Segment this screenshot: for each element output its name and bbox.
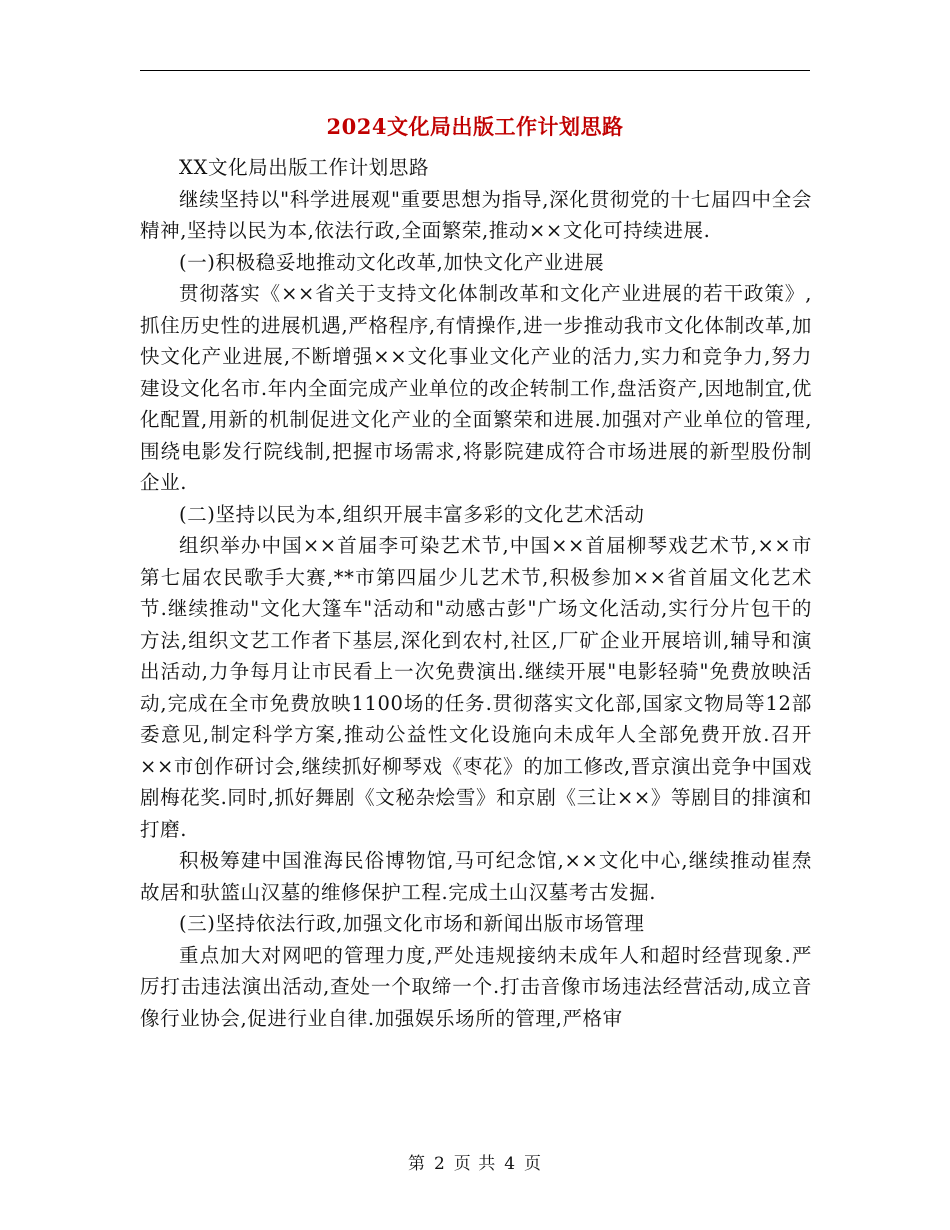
- paragraph-intro: 继续坚持以"科学进展观"重要思想为指导,深化贯彻党的十七届四中全会精神,坚持以民为本,依法行政,全面繁荣,推动××文化可持续进展.: [140, 187, 812, 242]
- page-footer: [0, 1152, 950, 1176]
- footer-suffix: 页: [524, 1154, 543, 1174]
- header-rule: [140, 70, 810, 71]
- paragraph-subtitle: XX文化局出版工作计划思路: [179, 156, 430, 179]
- paragraph-section-2-b: 积极筹建中国淮海民俗博物馆,马可纪念馆,××文化中心,继续推动崔焘故居和驮篮山汉墓的维修保护工程.完成土山汉墓考古发掘.: [140, 849, 812, 904]
- document-body: [140, 152, 812, 1034]
- section-heading-2: (二)坚持以民为本,组织开展丰富多彩的文化艺术活动: [179, 502, 645, 526]
- document-title: 2024文化局出版工作计划思路: [326, 114, 624, 139]
- footer-middle: 页 共: [453, 1154, 497, 1174]
- footer-total-pages: 4: [504, 1154, 517, 1174]
- footer-page-number: 2: [433, 1154, 446, 1174]
- paragraph-section-2: 组织举办中国××首届李可染艺术节,中国××首届柳琴戏艺术节,××市第七届农民歌手大赛,**市第四届少儿艺术节,积极参加××省首届文化艺术节.继续推动"文化大篷车"活动和"动感古彭"广场文化活动,实行分片包干的方法,组织文艺工作者下基层,深化到农村,社区,厂矿企业开展培训,辅导和演出活动,力争每月让市民看上一次免费演出.继续开展"电影轻骑"免费放映活动,完成在全市免费放映1100场的任务.贯彻落实文化部,国家文物局等12部委意见,制定科学方案,推动公益性文化设施向未成年人全部免费开放.召开××市创作研讨会,继续抓好柳琴戏《枣花》的加工修改,晋京演出竞争中国戏剧梅花奖.同时,抓好舞剧《文秘杂烩雪》和京剧《三让××》等剧目的排演和打磨.: [140, 534, 812, 841]
- section-heading-3: (三)坚持依法行政,加强文化市场和新闻出版市场管理: [179, 912, 645, 935]
- section-heading-1: (一)积极稳妥地推动文化改革,加快文化产业进展: [179, 250, 605, 274]
- footer-prefix: 第: [407, 1154, 426, 1174]
- paragraph-section-1: 贯彻落实《××省关于支持文化体制改革和文化产业进展的若干政策》,抓住历史性的进展机遇,严格程序,有情操作,进一步推动我市文化体制改革,加快文化产业进展,不断增强××文化事业文化产业的活力,实力和竞争力,努力建设文化名市.年内全面完成产业单位的改企转制工作,盘活资产,因地制宜,优化配置,用新的机制促进文化产业的全面繁荣和进展.加强对产业单位的管理,围绕电影发行院线制,把握市场需求,将影院建成符合市场进展的新型股份制企业.: [140, 282, 812, 494]
- paragraph-section-3: 重点加大对网吧的管理力度,严处违规接纳未成年人和超时经营现象.严厉打击违法演出活动,查处一个取缔一个.打击音像市场违法经营活动,成立音像行业协会,促进行业自律.加强娱乐场所的管理,严格审: [140, 943, 812, 1030]
